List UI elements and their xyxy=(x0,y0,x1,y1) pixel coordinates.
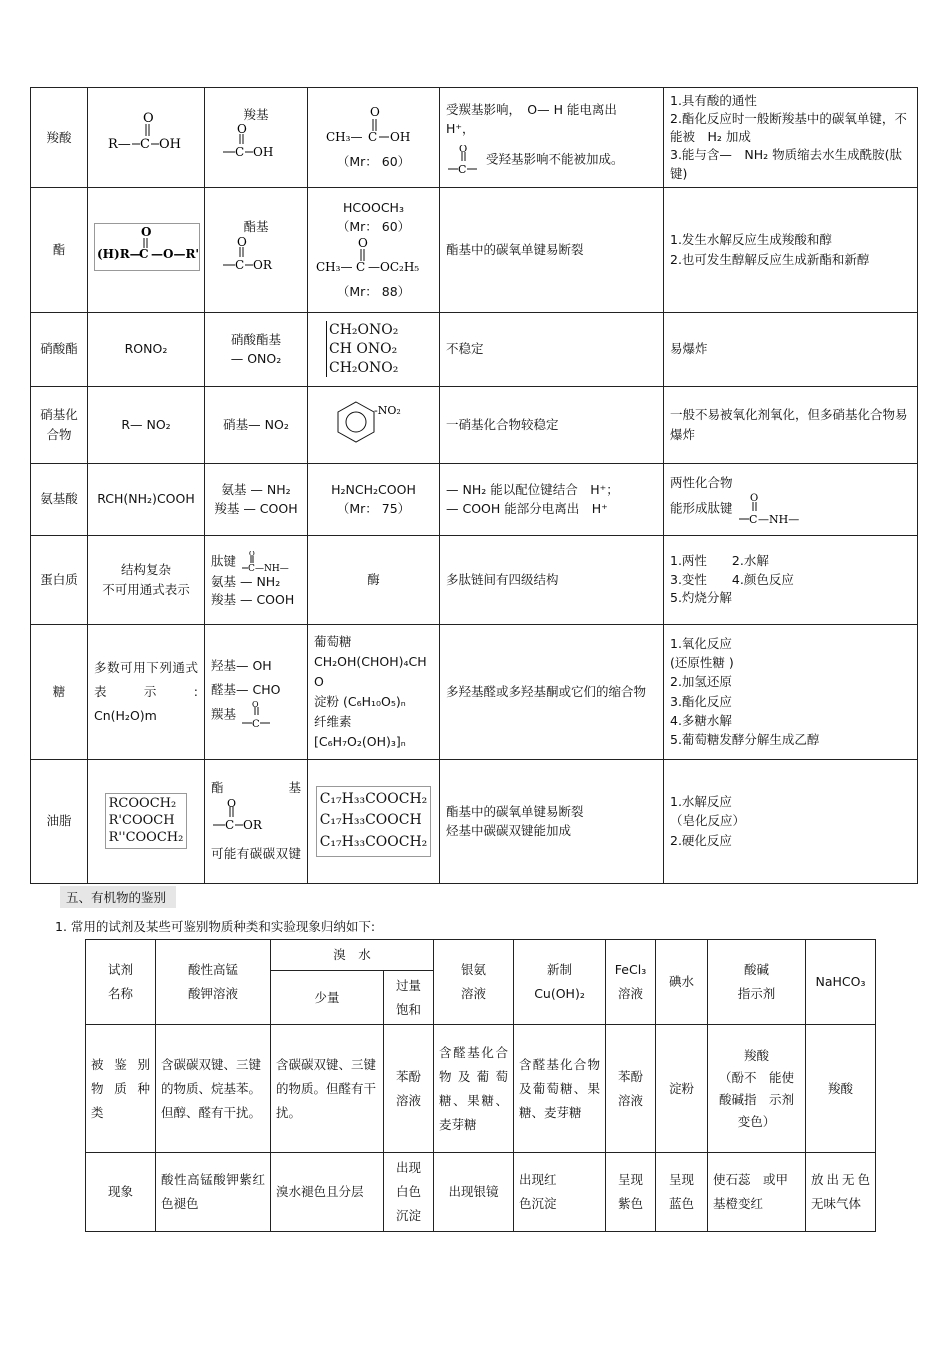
cell-fecl3: 呈现 紫色 xyxy=(606,1153,656,1231)
example xyxy=(308,88,440,188)
class-name: 油脂 xyxy=(31,759,88,883)
header-silver-ammonia: 银氨 溶液 xyxy=(434,940,514,1025)
functional-group: 硝酸酯基 — ONO₂ xyxy=(205,312,308,386)
svg-text:OR: OR xyxy=(253,257,272,272)
cell-bromine-small: 含碳碳双键、三键的物质。但醛有干扰。 xyxy=(271,1025,384,1153)
group-name: 酯基 xyxy=(243,219,269,235)
cell-cuoh2: 出现红 色沉淀 xyxy=(514,1153,606,1231)
row-identified-substance xyxy=(86,1025,876,1153)
svg-text:—NH—: —NH— xyxy=(757,512,799,525)
row-ester xyxy=(31,187,918,312)
svg-text:C: C xyxy=(367,129,377,144)
class-name: 羧酸 xyxy=(31,88,88,188)
cell-indicator: 羧酸 （酚不 能使 酸碱指 示剂 变色） xyxy=(708,1025,806,1153)
header-cuoh2: 新制 Cu(OH)₂ xyxy=(514,940,606,1025)
cell-kmno4: 含碳碳双键、三键的物质、烷基苯。但醇、醛有干扰。 xyxy=(156,1025,271,1153)
svg-text:C: C xyxy=(748,512,757,525)
svg-text:C: C xyxy=(235,145,245,160)
header-reagent-name: 试剂 名称 xyxy=(86,940,156,1025)
general-formula: 多数可用下列通式表示: Cn(H₂O)m xyxy=(88,624,205,759)
row-amino-acid xyxy=(31,463,918,535)
structure-note: 不稳定 xyxy=(440,312,664,386)
svg-text:OH: OH xyxy=(389,129,410,144)
example: H₂NCH₂COOH （Mr： 75） xyxy=(308,463,440,535)
properties: 1.两性 2.水解 3.变性 4.颜色反应 5.灼烧分解 xyxy=(664,535,918,624)
svg-text:O: O xyxy=(459,144,468,155)
group-name: 羧基 xyxy=(243,106,269,122)
svg-text:OR: OR xyxy=(243,818,262,833)
example: CH₂ONO₂ CH ONO₂ CH₂ONO₂ xyxy=(308,312,440,386)
functional-group xyxy=(205,88,308,188)
row-protein xyxy=(31,535,918,624)
cell-kmno4: 酸性高锰酸钾紫红色褪色 xyxy=(156,1153,271,1231)
cell-bromine-excess: 苯酚 溶液 xyxy=(384,1025,434,1153)
row-nitro-compound xyxy=(31,386,918,463)
cell-silver: 含醛基化合物及葡萄糖、果糖、麦芽糖 xyxy=(434,1025,514,1153)
functional-group-table xyxy=(30,87,918,884)
svg-text:O: O xyxy=(227,799,237,811)
svg-text:O: O xyxy=(141,224,152,239)
properties: 易爆炸 xyxy=(664,312,918,386)
svg-text:C: C xyxy=(248,564,255,574)
functional-group: 肽键 C O —NH— 氨基 — NH₂ 羧基 — COOH xyxy=(205,535,308,624)
carbonyl-icon xyxy=(446,145,482,175)
carbonyl-group-icon xyxy=(240,701,280,729)
cell-bromine-small: 溴水褪色且分层 xyxy=(271,1153,384,1231)
carboxyl-structure xyxy=(221,124,291,164)
ester-group-structure xyxy=(211,799,281,835)
general-formula: 结构复杂 不可用通式表示 xyxy=(88,535,205,624)
example xyxy=(308,386,440,463)
functional-group: 硝基— NO₂ xyxy=(205,386,308,463)
svg-text:OH: OH xyxy=(253,145,274,160)
structure-note: 受羰基影响， O— H 能电离出 H⁺， C O 受羟基影响不能被加成。 xyxy=(440,88,664,188)
header-indicator: 酸碱 指示剂 xyxy=(708,940,806,1025)
example: C₁₇H₃₃COOCH₂ C₁₇H₃₃COOCH C₁₇H₃₃COOCH₂ xyxy=(308,759,440,883)
svg-text:O: O xyxy=(369,104,380,119)
class-name: 糖 xyxy=(31,624,88,759)
svg-text:C: C xyxy=(225,818,235,833)
svg-text:C: C xyxy=(252,719,260,730)
properties: 1.发生水解反应生成羧酸和醇 2.也可发生醇解反应生成新酯和新醇 xyxy=(664,187,918,312)
header-fecl3: FeCl₃ 溶液 xyxy=(606,940,656,1025)
cell-indicator: 使石蕊 或甲 基橙变红 xyxy=(708,1153,806,1231)
structure-note: 多羟基醛或多羟基酮或它们的缩合物 xyxy=(440,624,664,759)
svg-text:R—: R— xyxy=(108,136,131,152)
class-name: 酯 xyxy=(31,187,88,312)
svg-text:O: O xyxy=(252,701,259,710)
row-nitrate-ester xyxy=(31,312,918,386)
general-formula xyxy=(88,88,205,188)
svg-text:-NO₂: -NO₂ xyxy=(373,403,401,417)
svg-text:(H)R—: (H)R— xyxy=(97,246,142,261)
svg-text:—OC₂H₅: —OC₂H₅ xyxy=(368,259,420,274)
svg-text:C: C xyxy=(139,246,149,261)
peptide-bond-icon xyxy=(240,551,290,573)
svg-text:CH₃—: CH₃— xyxy=(325,129,362,144)
class-name: 硝基化合物 xyxy=(31,386,88,463)
cell-cuoh2: 含醛基化合物及葡萄糖、果糖、麦芽糖 xyxy=(514,1025,606,1153)
properties: 1.氧化反应 (还原性糖 ) 2.加氢还原 3.酯化反应 4.多糖水解 5.葡萄糖发酵分解生成乙醇 xyxy=(664,624,918,759)
properties: 一般不易被氧化剂氧化，但多硝基化合物易爆炸 xyxy=(664,386,918,463)
svg-text:OH: OH xyxy=(159,136,181,152)
peptide-bond-structure xyxy=(737,493,807,525)
properties: 1.水解反应 （皂化反应） 2.硬化反应 xyxy=(664,759,918,883)
class-name: 蛋白质 xyxy=(31,535,88,624)
svg-text:O: O xyxy=(143,110,154,126)
acetic-acid-structure xyxy=(324,103,424,147)
svg-text:—O—R': —O—R' xyxy=(151,246,200,261)
properties: 1.具有酸的通性 2.酯化反应时一般断羧基中的碳氧单键，不能被 H₂ 加成 3.能与含— NH₂ 物质缩去水生成酰胺(肽键) xyxy=(664,88,918,188)
cell-bromine-excess: 出现 白色 沉淀 xyxy=(384,1153,434,1231)
class-name: 硝酸酯 xyxy=(31,312,88,386)
svg-text:C: C xyxy=(356,259,366,274)
svg-text:O: O xyxy=(249,551,255,559)
example: 酶 xyxy=(308,535,440,624)
nitrobenzene-structure xyxy=(328,398,420,446)
header-bromine-excess: 过量 饱和 xyxy=(384,970,434,1025)
row-sugar xyxy=(31,624,918,759)
cell-silver: 出现银镜 xyxy=(434,1153,514,1231)
functional-group: 酯基 C O OR 可能有碳碳双键 xyxy=(205,759,308,883)
functional-group: 氨基 — NH₂ 羧基 — COOH xyxy=(205,463,308,535)
functional-group xyxy=(205,187,308,312)
structure-note: 多肽链间有四级结构 xyxy=(440,535,664,624)
svg-text:O: O xyxy=(749,492,758,504)
header-iodine: 碘水 xyxy=(656,940,708,1025)
header-bromine-small: 少量 xyxy=(271,970,384,1025)
header-row-1 xyxy=(86,940,876,971)
example: HCOOCH₃ （Mr： 60） CH₃— C O —OC₂H₅ （Mr： 88） xyxy=(308,187,440,312)
functional-group: 羟基— OH 醛基— CHO 羰基 C O xyxy=(205,624,308,759)
row-label: 被鉴别 物质种 类 xyxy=(86,1025,156,1153)
header-bromine-water: 溴 水 xyxy=(271,940,434,971)
svg-text:—NH—: —NH— xyxy=(255,564,289,574)
ester-structure xyxy=(94,223,200,271)
structure-note: — NH₂ 能以配位键结合 H⁺； — COOH 能部分电离出 H⁺ xyxy=(440,463,664,535)
general-formula: RCH(NH₂)COOH xyxy=(88,463,205,535)
svg-text:O: O xyxy=(237,124,247,137)
ethyl-acetate-structure xyxy=(314,237,434,277)
properties: 两性化合物 能形成肽键 C O —NH— xyxy=(664,463,918,535)
svg-text:CH₃—: CH₃— xyxy=(316,259,353,274)
section-title: 五、有机物的鉴别 xyxy=(60,886,176,908)
general-formula xyxy=(88,187,205,312)
carboxylic-acid-structure xyxy=(106,110,186,160)
structure-note: 酯基中的碳氧单键易断裂 xyxy=(440,187,664,312)
cell-iodine: 呈现 蓝色 xyxy=(656,1153,708,1231)
general-formula: RCOOCH₂ R'COOCH R''COOCH₂ xyxy=(88,759,205,883)
row-carboxylic-acid xyxy=(31,88,918,188)
row-label: 现象 xyxy=(86,1153,156,1231)
svg-text:O: O xyxy=(358,236,368,250)
intro-text: 1. 常用的试剂及某些可鉴别物质种类和实验现象归纳如下: xyxy=(55,919,376,934)
svg-text:C: C xyxy=(458,162,467,175)
structure-note: 酯基中的碳氧单键易断裂 烃基中碳碳双键能加成 xyxy=(440,759,664,883)
header-kmno4: 酸性高锰 酸钾溶液 xyxy=(156,940,271,1025)
svg-text:C: C xyxy=(140,136,150,152)
row-fat xyxy=(31,759,918,883)
identification-table xyxy=(85,939,876,1232)
class-name: 氨基酸 xyxy=(31,463,88,535)
molar-mass: （Mr： 60） xyxy=(336,154,411,170)
general-formula: RONO₂ xyxy=(88,312,205,386)
cell-iodine: 淀粉 xyxy=(656,1025,708,1153)
structure-note: 一硝基化合物较稳定 xyxy=(440,386,664,463)
cell-nahco3: 羧酸 xyxy=(806,1025,876,1153)
ester-group-structure xyxy=(221,237,291,277)
header-nahco3: NaHCO₃ xyxy=(806,940,876,1025)
cell-nahco3: 放出无色无味气体 xyxy=(806,1153,876,1231)
row-phenomenon xyxy=(86,1153,876,1231)
cell-fecl3: 苯酚 溶液 xyxy=(606,1025,656,1153)
example: 葡萄糖 CH₂OH(CHOH)₄CHO 淀粉 (C₆H₁₀O₅)ₙ 纤维素 [C₆H₇O₂(OH)₃]ₙ xyxy=(308,624,440,759)
general-formula: R— NO₂ xyxy=(88,386,205,463)
svg-text:O: O xyxy=(237,236,247,249)
svg-text:C: C xyxy=(235,257,245,272)
